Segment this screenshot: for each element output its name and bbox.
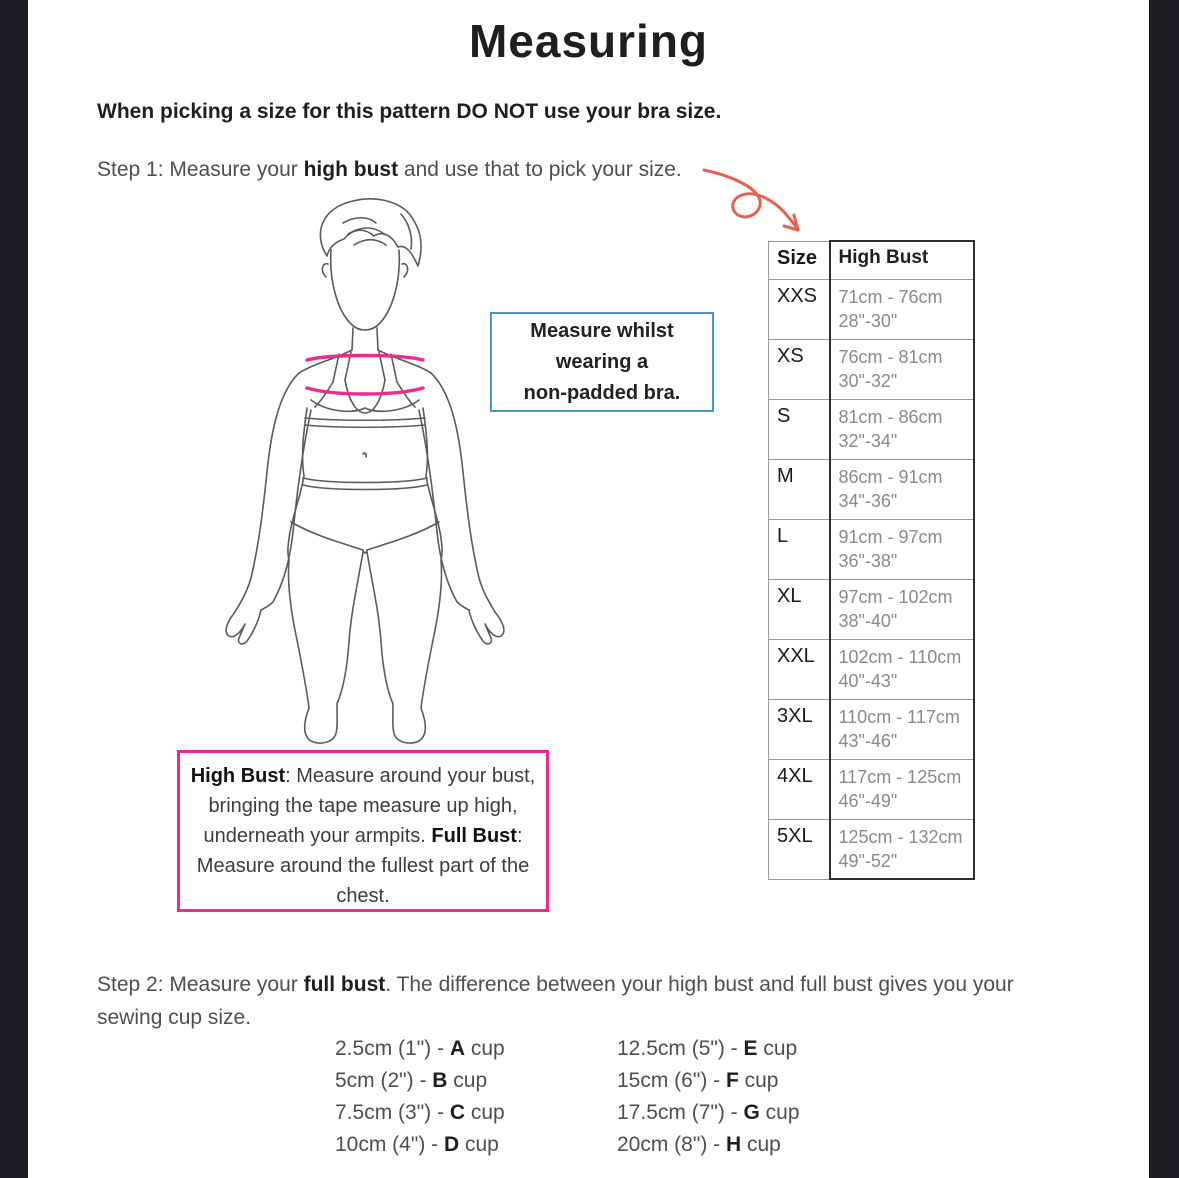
range-in: 28"-30" (838, 310, 898, 331)
step1-suffix: and use that to pick your size. (398, 158, 682, 181)
range-cm: 91cm - 97cm (838, 526, 943, 547)
range-in: 46"-49" (838, 790, 898, 811)
size-label: 3XL (769, 699, 830, 759)
cup-letter: G (743, 1101, 760, 1124)
measure-note-line1: Measure whilst (530, 319, 674, 342)
table-row (769, 279, 974, 339)
range-cm: 81cm - 86cm (838, 406, 943, 427)
high-bust-range (830, 519, 974, 579)
range-in: 30"-32" (838, 370, 898, 391)
size-label: S (769, 399, 830, 459)
cup-measure: 20cm (8") - (617, 1133, 726, 1156)
full-bust-separator: : (516, 825, 523, 847)
table-row (769, 699, 974, 759)
high-bust-column-header: High Bust (830, 241, 974, 279)
step2-prefix: Step 2: Measure your (97, 973, 304, 996)
cup-size-item (335, 1065, 505, 1097)
hair-icon (320, 199, 421, 266)
range-cm: 71cm - 76cm (838, 286, 943, 307)
high-bust-range (830, 639, 974, 699)
measure-note-box (490, 312, 714, 412)
high-bust-label: High Bust (190, 765, 286, 787)
cup-letter: C (449, 1101, 465, 1124)
cup-size-item (617, 1129, 800, 1161)
range-in: 34"-36" (838, 490, 898, 511)
cup-size-item (617, 1097, 800, 1129)
high-bust-range (830, 459, 974, 519)
high-bust-separator: : (285, 765, 297, 787)
bust-definition-box (177, 750, 549, 912)
high-bust-range (830, 579, 974, 639)
body-outline-illustration (215, 192, 515, 752)
cup-suffix: cup (447, 1069, 488, 1092)
table-row (769, 519, 974, 579)
table-row (769, 759, 974, 819)
size-label: XXL (769, 639, 830, 699)
table-row (769, 339, 974, 399)
size-label: XS (769, 339, 830, 399)
size-label: XL (769, 579, 830, 639)
size-label: 4XL (769, 759, 830, 819)
range-in: 40"-43" (838, 670, 898, 691)
size-label: M (769, 459, 830, 519)
high-bust-range (830, 699, 974, 759)
measure-note-line2: wearing a (555, 350, 649, 373)
table-row (769, 399, 974, 459)
step2-suffix: . The difference between your high bust and full bust gives you your sewing cup size. (97, 973, 1014, 1029)
cup-letter: F (725, 1069, 739, 1092)
cup-size-list-left (335, 1033, 505, 1161)
range-cm: 97cm - 102cm (838, 586, 953, 607)
cup-size-list-right (617, 1033, 800, 1161)
high-bust-range (830, 759, 974, 819)
size-column-header: Size (769, 241, 830, 279)
cup-letter: A (449, 1037, 465, 1060)
face-icon (331, 250, 400, 330)
cup-suffix: cup (738, 1069, 779, 1092)
cup-measure: 7.5cm (3") - (335, 1101, 450, 1124)
document-page (28, 0, 1149, 1178)
measure-note-line3: non-padded bra. (523, 381, 681, 404)
cup-letter: H (725, 1133, 742, 1156)
size-label: XXS (769, 279, 830, 339)
step1-emphasis: high bust (303, 158, 399, 181)
step2-text (97, 968, 1072, 1034)
full-bust-label: Full Bust (431, 825, 517, 847)
step1-text (97, 158, 682, 182)
cup-size-item (617, 1065, 800, 1097)
step1-prefix: Step 1: Measure your (97, 158, 304, 181)
cup-size-item (335, 1129, 505, 1161)
high-bust-definition: Measure around your bust, bringing the tape measure up high, underneath your armpits. (203, 765, 536, 847)
cup-letter: B (432, 1069, 448, 1092)
cup-letter: D (443, 1133, 460, 1156)
range-in: 32"-34" (838, 430, 898, 451)
range-cm: 125cm - 132cm (838, 826, 963, 847)
cup-letter: E (743, 1037, 758, 1060)
range-in: 38"-40" (838, 610, 898, 631)
cup-measure: 12.5cm (5") - (617, 1037, 744, 1060)
range-cm: 110cm - 117cm (838, 706, 960, 727)
cup-measure: 5cm (2") - (335, 1069, 433, 1092)
cup-size-item (335, 1033, 505, 1065)
intro-warning-text: When picking a size for this pattern DO NOT use your bra size. (97, 100, 722, 123)
cup-measure: 17.5cm (7") - (617, 1101, 744, 1124)
cup-size-item (617, 1033, 800, 1065)
high-bust-range (830, 339, 974, 399)
size-label: L (769, 519, 830, 579)
cup-suffix: cup (757, 1037, 798, 1060)
step2-emphasis: full bust (303, 973, 386, 996)
cup-suffix: cup (741, 1133, 781, 1156)
table-row (769, 459, 974, 519)
range-cm: 86cm - 91cm (838, 466, 943, 487)
range-in: 43"-46" (838, 730, 898, 751)
cup-suffix: cup (459, 1133, 499, 1156)
cup-measure: 15cm (6") - (617, 1069, 726, 1092)
range-cm: 76cm - 81cm (838, 346, 943, 367)
range-cm: 117cm - 125cm (838, 766, 962, 787)
cup-suffix: cup (759, 1101, 800, 1124)
size-table (768, 240, 975, 880)
high-bust-range (830, 399, 974, 459)
curved-arrow-icon (700, 163, 818, 241)
table-row (769, 819, 974, 879)
high-bust-range (830, 819, 974, 879)
full-bust-measure-line (307, 388, 423, 394)
range-cm: 102cm - 110cm (838, 646, 962, 667)
range-in: 49"-52" (838, 850, 898, 871)
table-row (769, 579, 974, 639)
high-bust-range (830, 279, 974, 339)
page-title: Measuring (468, 15, 709, 67)
size-table-header-row (769, 241, 974, 279)
full-bust-definition: Measure around the fullest part of the chest. (196, 855, 530, 907)
size-label: 5XL (769, 819, 830, 879)
table-row (769, 639, 974, 699)
cup-suffix: cup (464, 1101, 505, 1124)
cup-measure: 2.5cm (1") - (335, 1037, 450, 1060)
cup-size-item (335, 1097, 505, 1129)
range-in: 36"-38" (838, 550, 898, 571)
cup-suffix: cup (464, 1037, 505, 1060)
high-bust-measure-line (307, 356, 423, 361)
cup-measure: 10cm (4") - (335, 1133, 444, 1156)
